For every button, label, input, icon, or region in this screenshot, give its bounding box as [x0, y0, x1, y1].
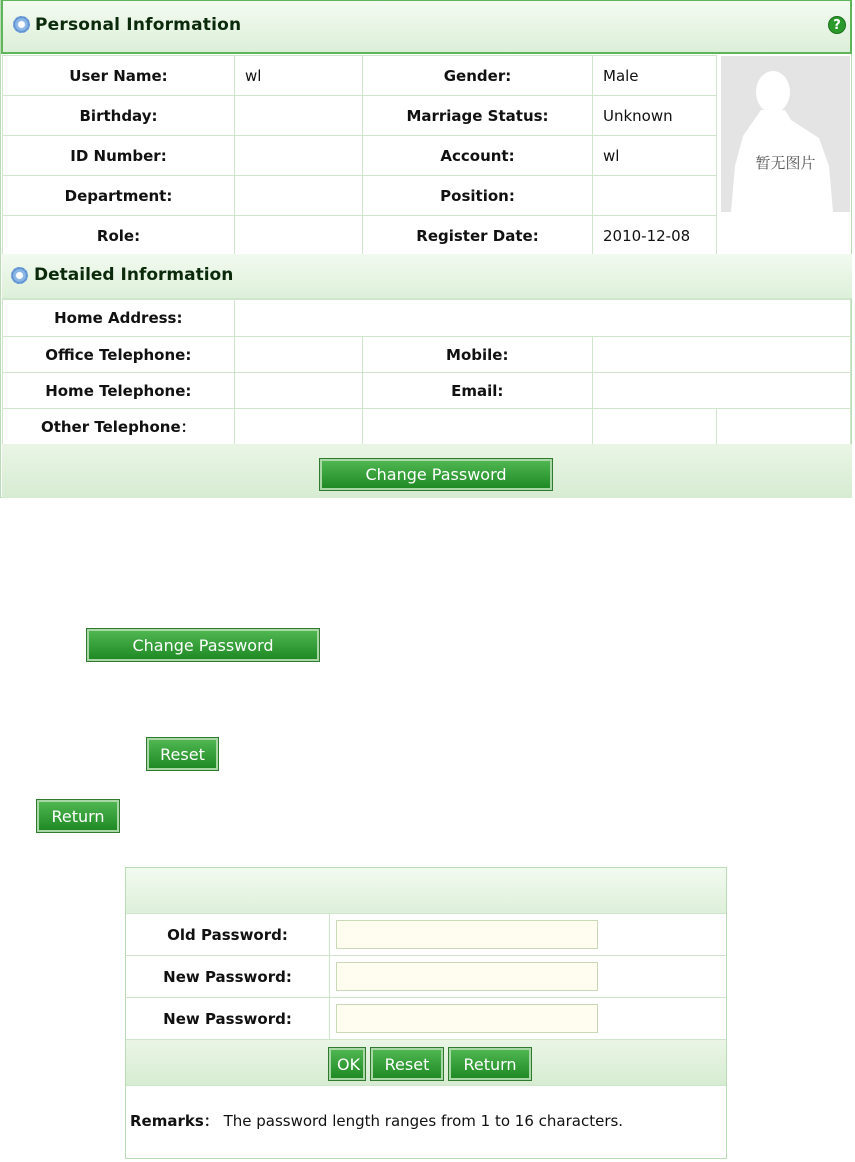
reset-button[interactable]: Reset	[371, 1048, 443, 1080]
personal-info-header	[1, 0, 852, 54]
photo-placeholder-text: 暂无图片	[755, 154, 816, 172]
form-button-bar	[126, 1040, 726, 1086]
email-label: Email:	[362, 373, 592, 409]
gear-icon	[13, 16, 30, 33]
account-value: wl	[593, 136, 717, 176]
reset-button-standalone[interactable]: Reset	[147, 738, 218, 770]
home-address-value	[234, 300, 850, 337]
personal-info-title: Personal Information	[35, 15, 242, 35]
department-value	[235, 176, 363, 216]
table-row	[3, 176, 717, 216]
table-row	[3, 337, 851, 373]
remarks-note	[130, 1110, 623, 1131]
table-row	[3, 96, 717, 136]
old-password-label: Old Password:	[126, 914, 330, 955]
username-label: User Name:	[3, 56, 235, 96]
table-row	[3, 409, 851, 445]
remarks-label: Remarks：	[130, 1112, 219, 1130]
detailed-info-title: Detailed Information	[34, 265, 234, 285]
table-row	[3, 300, 851, 337]
return-button-standalone[interactable]: Return	[37, 800, 119, 832]
office-telephone-label: Office Telephone:	[3, 337, 235, 373]
confirm-password-input[interactable]	[336, 1004, 598, 1033]
personal-info-table	[2, 55, 717, 256]
marriage-status-label: Marriage Status:	[363, 96, 593, 136]
register-date-value: 2010-12-08	[593, 216, 717, 256]
ok-button[interactable]: OK	[329, 1048, 365, 1080]
empty-cell	[362, 409, 592, 445]
change-password-button[interactable]: Change Password	[320, 459, 552, 490]
home-telephone-label: Home Telephone:	[3, 373, 235, 409]
birthday-label: Birthday:	[3, 96, 235, 136]
register-date-label: Register Date:	[363, 216, 593, 256]
table-row	[3, 373, 851, 409]
mobile-label: Mobile:	[362, 337, 592, 373]
empty-cell	[716, 409, 850, 445]
gender-label: Gender:	[363, 56, 593, 96]
email-value	[592, 373, 850, 409]
position-label: Position:	[363, 176, 593, 216]
username-value: wl	[235, 56, 363, 96]
old-password-input[interactable]	[336, 920, 598, 949]
position-value	[593, 176, 717, 216]
department-label: Department:	[3, 176, 235, 216]
personal-info-panel	[0, 0, 852, 498]
mobile-value	[592, 337, 850, 373]
account-label: Account:	[363, 136, 593, 176]
gear-icon	[11, 267, 28, 284]
confirm-password-label: New Password:	[126, 998, 330, 1039]
gender-value: Male	[593, 56, 717, 96]
remarks-text: The password length ranges from 1 to 16 characters.	[223, 1112, 624, 1130]
confirm-password-row	[126, 998, 726, 1040]
table-row	[3, 136, 717, 176]
marriage-status-value: Unknown	[593, 96, 717, 136]
id-number-label: ID Number:	[3, 136, 235, 176]
detailed-info-header	[2, 254, 852, 299]
other-telephone-value	[234, 409, 362, 445]
role-value	[235, 216, 363, 256]
new-password-row	[126, 956, 726, 998]
birthday-value	[235, 96, 363, 136]
old-password-row	[126, 914, 726, 956]
help-icon[interactable]: ?	[828, 16, 846, 34]
office-telephone-value	[234, 337, 362, 373]
change-password-button-standalone[interactable]: Change Password	[87, 629, 319, 661]
other-telephone-label: Other Telephone：	[3, 409, 235, 445]
form-header	[126, 868, 726, 914]
role-label: Role:	[3, 216, 235, 256]
empty-cell	[592, 409, 716, 445]
return-button[interactable]: Return	[449, 1048, 531, 1080]
change-password-form	[125, 867, 727, 1159]
new-password-label: New Password:	[126, 956, 330, 997]
new-password-input[interactable]	[336, 962, 598, 991]
table-row	[3, 216, 717, 256]
personal-info-footer	[2, 444, 852, 498]
home-telephone-value	[234, 373, 362, 409]
id-number-value	[235, 136, 363, 176]
table-row	[3, 56, 717, 96]
detailed-info-table	[2, 299, 851, 445]
avatar	[721, 56, 850, 212]
home-address-label: Home Address:	[3, 300, 235, 337]
person-silhouette-icon	[721, 56, 850, 212]
